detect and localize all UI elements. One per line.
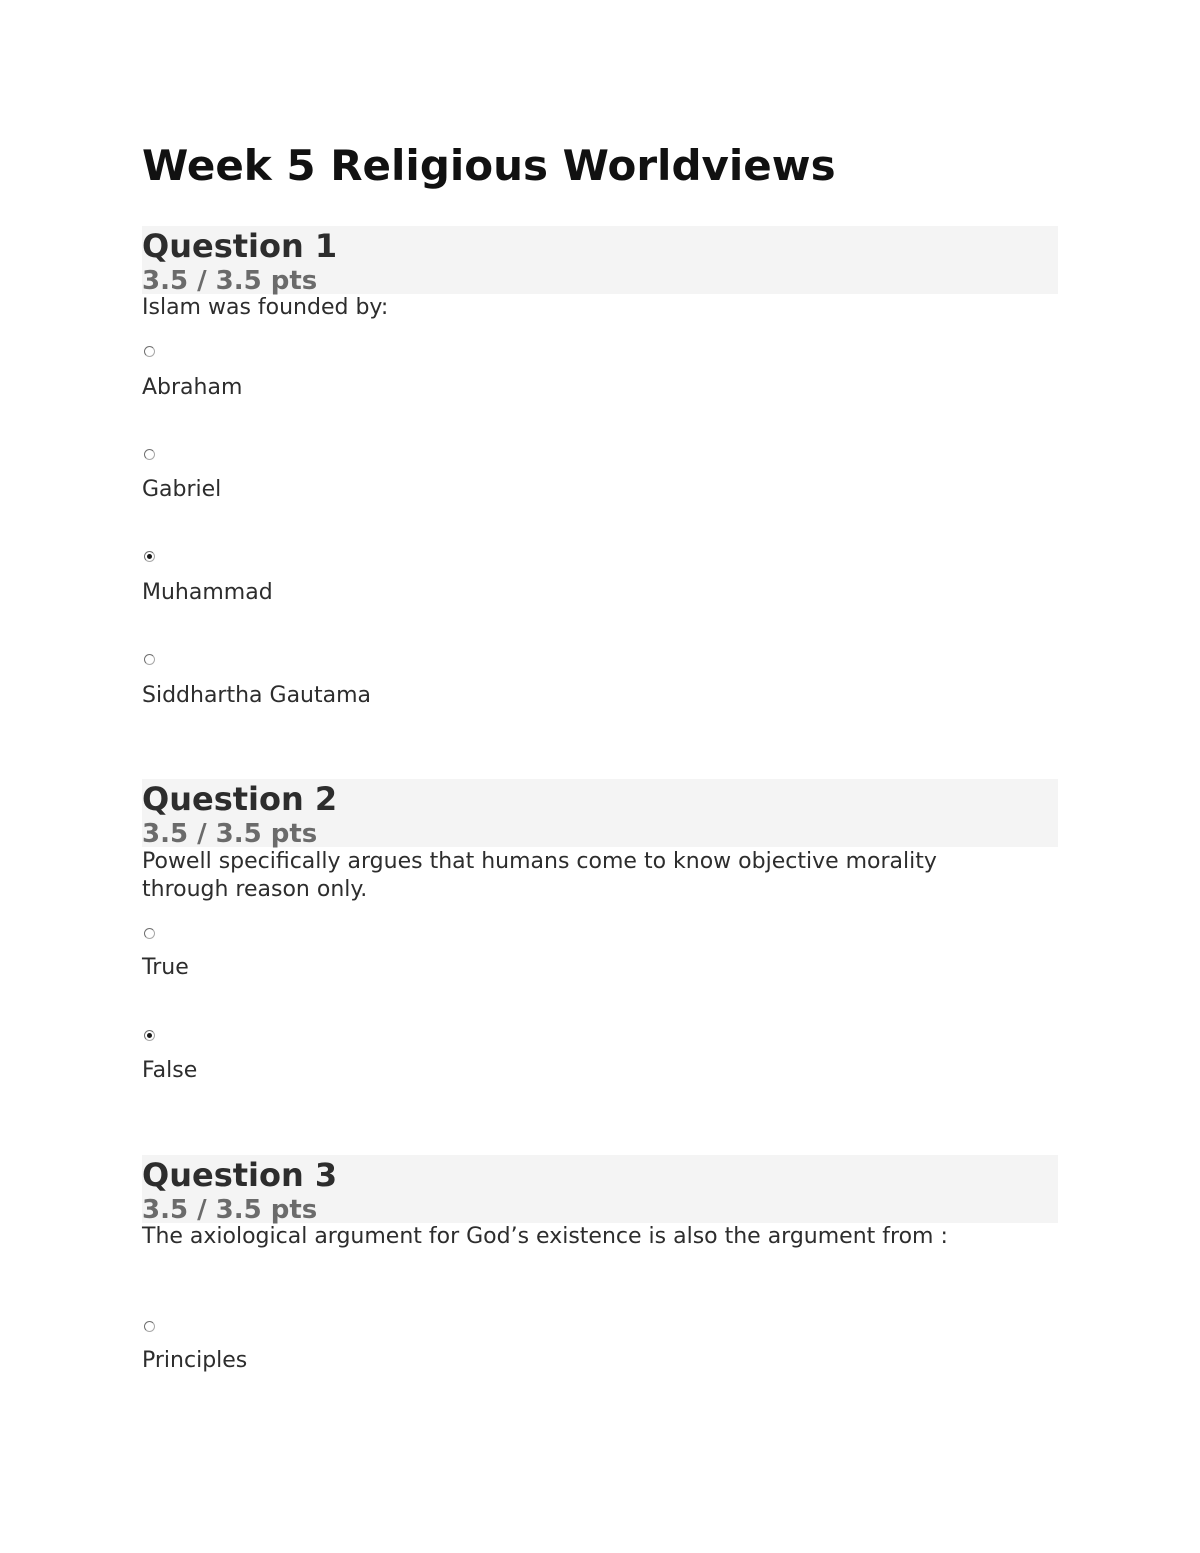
question-3-points: 3.5 / 3.5 pts (142, 1195, 318, 1225)
question-1-option-4-label[interactable]: Siddhartha Gautama (142, 683, 372, 708)
question-1-option-2-label[interactable]: Gabriel (142, 477, 222, 502)
question-2-points: 3.5 / 3.5 pts (142, 819, 318, 849)
question-2-title: Question 2 (142, 780, 338, 818)
question-2-option-2-radio[interactable] (144, 1030, 155, 1041)
question-1-header (142, 226, 1058, 294)
question-1-option-2-radio[interactable] (144, 449, 155, 460)
question-2-option-1-radio[interactable] (144, 928, 155, 939)
question-2-option-1-label[interactable]: True (142, 955, 189, 980)
question-3-title: Question 3 (142, 1156, 338, 1194)
page-title: Week 5 Religious Worldviews (142, 141, 836, 190)
question-1-option-3-label[interactable]: Muhammad (142, 580, 273, 605)
question-3-header (142, 1155, 1058, 1223)
question-1-option-1-label[interactable]: Abraham (142, 375, 243, 400)
question-2-header (142, 779, 1058, 847)
question-1-title: Question 1 (142, 227, 338, 265)
question-1-option-3-radio[interactable] (144, 551, 155, 562)
question-1-option-4-radio[interactable] (144, 654, 155, 665)
question-1-option-1-radio[interactable] (144, 346, 155, 357)
question-2-option-2-label[interactable]: False (142, 1058, 198, 1083)
question-3-option-1-label[interactable]: Principles (142, 1348, 248, 1373)
question-1-points: 3.5 / 3.5 pts (142, 266, 318, 296)
question-2-text: Powell specifically argues that humans come to know objective morality through reason only. (142, 849, 937, 902)
question-1-text: Islam was founded by: (142, 295, 389, 320)
question-3-text: The axiological argument for God’s existence is also the argument from : (142, 1224, 948, 1249)
question-3-option-1-radio[interactable] (144, 1321, 155, 1332)
